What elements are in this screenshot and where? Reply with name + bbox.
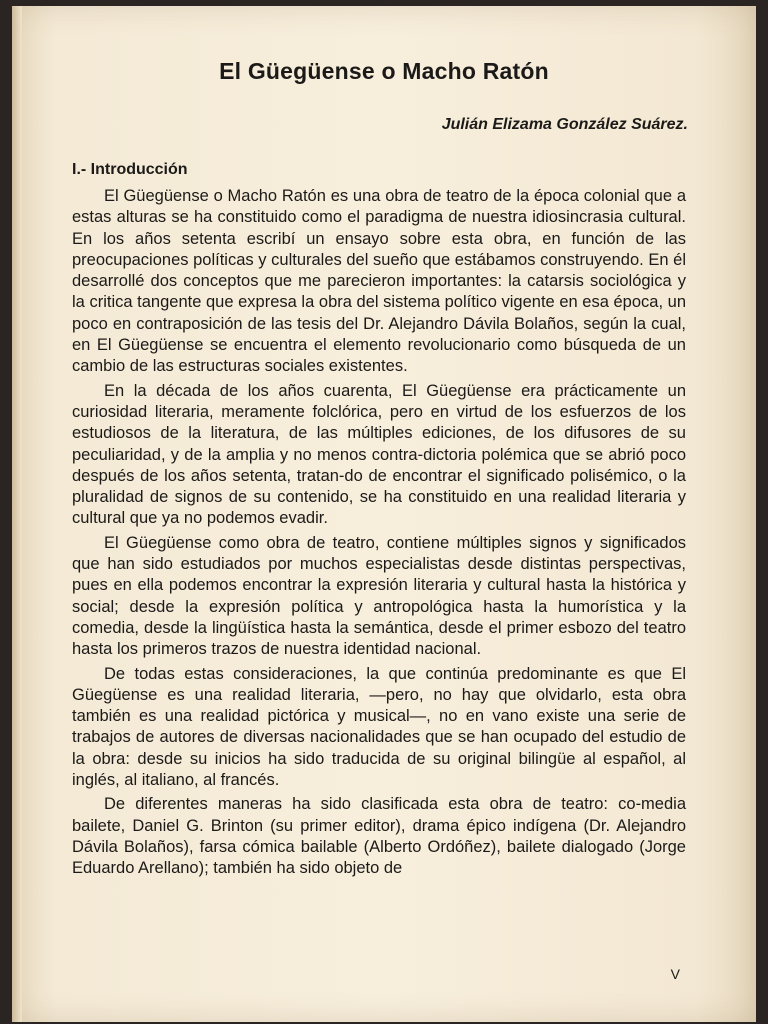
author-name: Julián Elizama González Suárez. xyxy=(441,116,688,133)
page-number: V xyxy=(670,966,680,982)
page-title: El Güegüense o Macho Ratón xyxy=(219,58,549,84)
paragraph-1: El Güegüense o Macho Ratón es una obra de teatro de la época colonial que a estas alturas se ha constituido como el paradigma de nuestra idiosincrasia cultural. En los años setenta escribí un ensayo sobre esta obra, en función de las preocupaciones políticas y culturales del sueño que estábamos construyendo. En él desarrollé dos conceptos que me parecieron importantes: la catarsis sociológica y la critica tangente que expresa la obra del sistema político vigente en esa época, un poco en contraposición de las tesis del Dr. Alejandro Dávila Bolaños, según la cual, en El Güegüense se encuentra el elemento revolucionario como búsqueda de un cambio de las estructuras sociales existentes. xyxy=(72,187,686,376)
body-text xyxy=(72,186,686,883)
book-page xyxy=(12,6,756,1022)
paragraph-5: De diferentes maneras ha sido clasificada esta obra de teatro: co-media bailete, Daniel G. Brinton (su primer editor), drama épico indígena (Dr. Alejandro Dávila Bolaños), farsa cómica bailable (Alberto Ordóñez), bailete dialogado (Jorge Eduardo Arellano); también ha sido objeto de xyxy=(72,795,686,878)
paragraph-4: De todas estas consideraciones, la que continúa predominante es que El Güegüense es una realidad literaria, —pero, no hay que olvidarlo, esta obra también es una realidad pictórica y musical—, no en vano existe una serie de trabajos de autores de diversas nacionalidades que se han ocupado del estudio de la obra: desde su inicios ha sido traducida de su original bilingüe al español, al inglés, al italiano, al francés. xyxy=(72,664,686,790)
section-heading: I.- Introducción xyxy=(72,161,188,178)
paragraph-2: En la década de los años cuarenta, El Güegüense era prácticamente un curiosidad literaria, meramente folclórica, pero en virtud de los esfuerzos de los estudiosos de la literatura, de las múltiples ediciones, de los difusores de su peculiaridad, y de la amplia y no menos contra-dictoria polémica que se abrió poco después de los años setenta, tratan-do de encontrar el significado polisémico, o la pluralidad de signos de su contenido, se ha constituido en una realidad literaria y cultural que ya no podemos evadir. xyxy=(72,381,686,528)
paragraph-3: El Güegüense como obra de teatro, contiene múltiples signos y significados que han sido estudiados por muchos especialistas desde distintas perspectivas, pues en ella podemos encontrar la expresión literaria y cultural hasta la histórica y social; desde la expresión política y antropológica hasta la humorística y la comedia, desde la lingüística hasta la semántica, desde el primer esbozo del teatro hasta los primeros trazos de nuestra identidad nacional. xyxy=(72,533,686,659)
page-edge xyxy=(12,6,22,1022)
